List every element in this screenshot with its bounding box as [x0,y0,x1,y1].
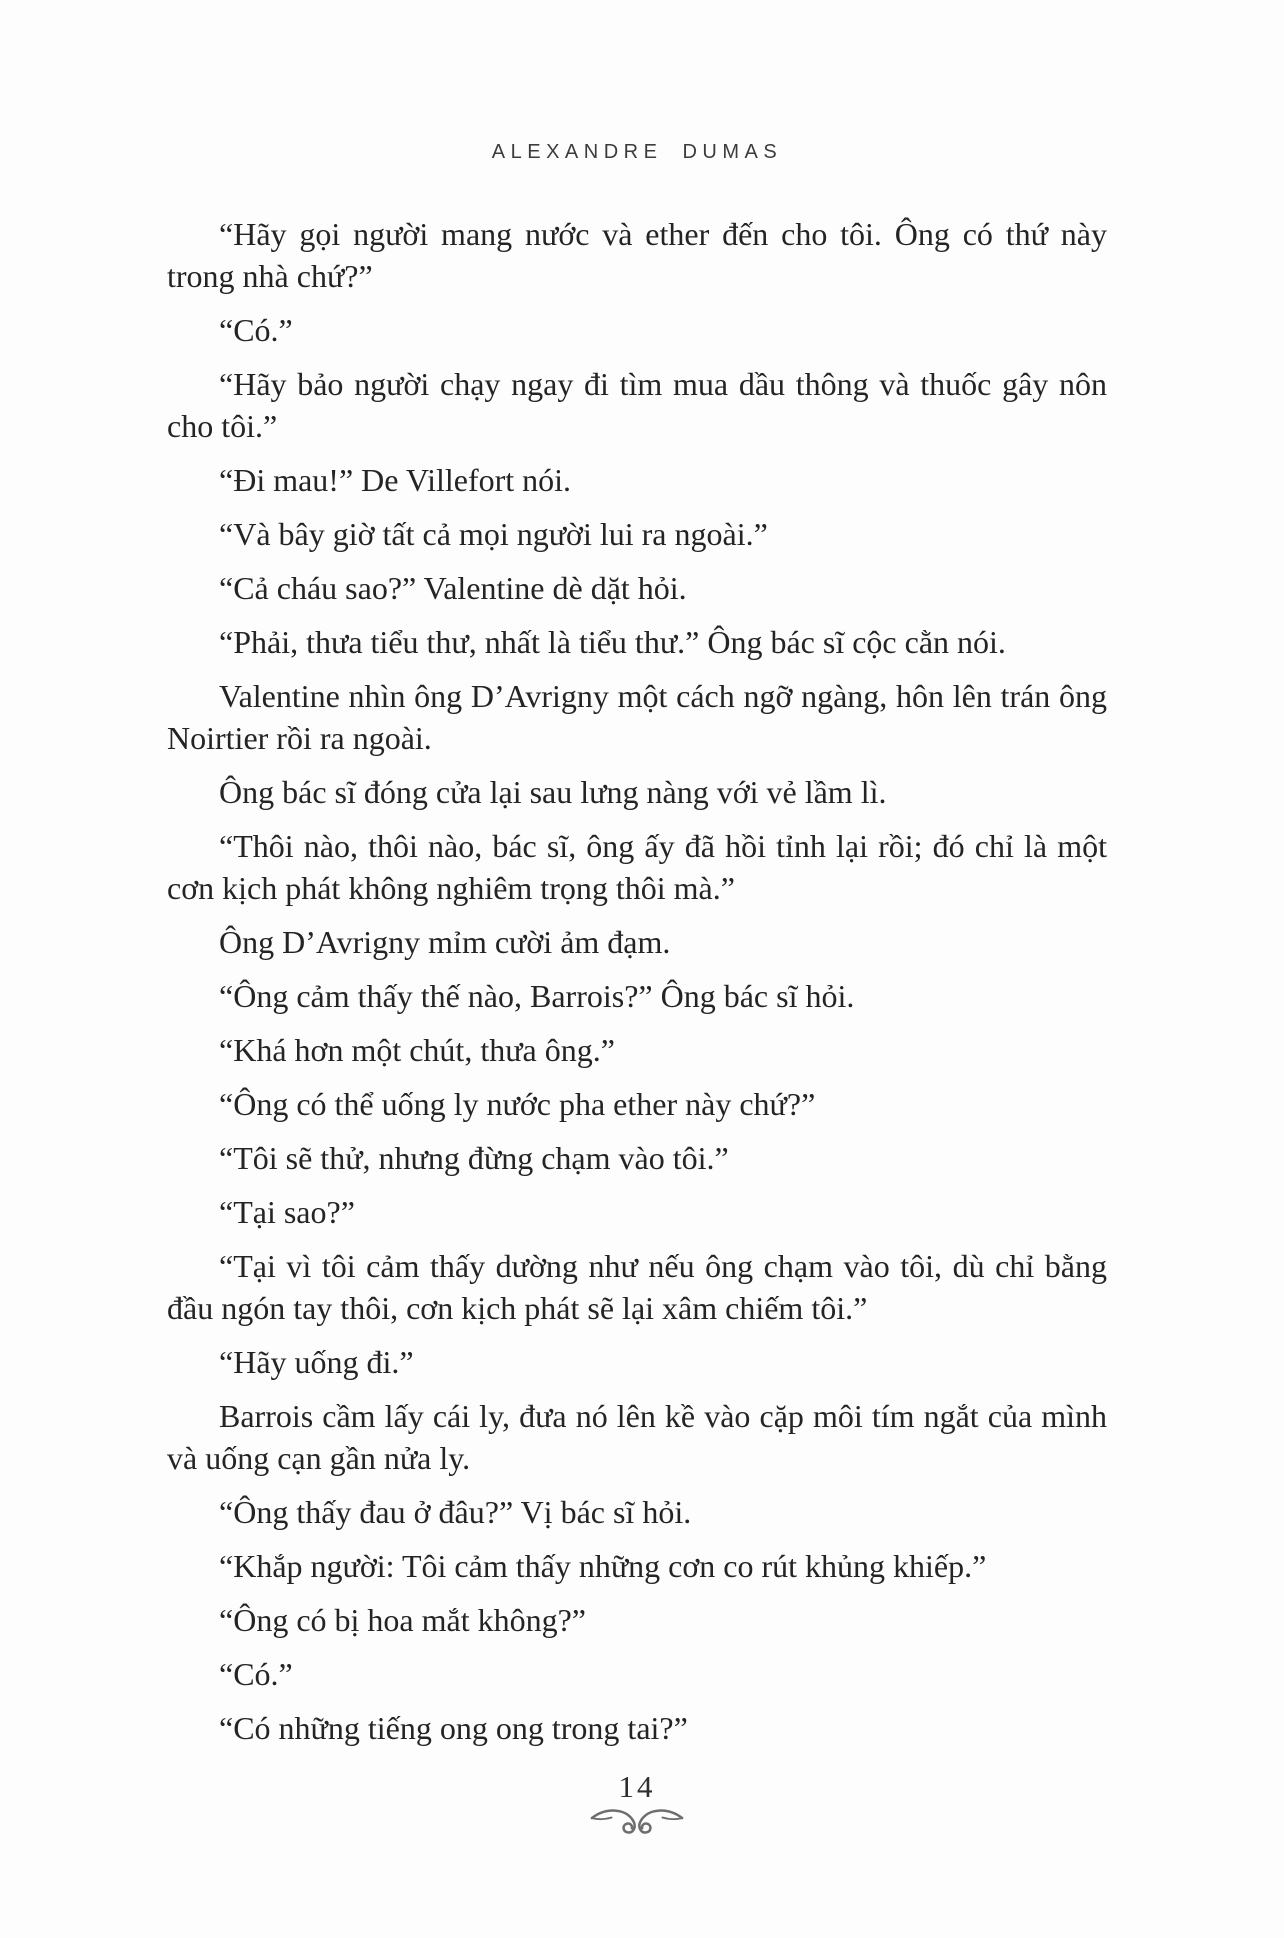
paragraph: “Có.” [219,312,293,348]
paragraph: Barrois cầm lấy cái ly, đưa nó lên kề vào cặp môi tím ngắt của mình và uống cạn gần nửa ly. [167,1398,1107,1476]
paragraph: “Có.” [219,1656,293,1692]
paragraph: “Hãy gọi người mang nước và ether đến cho tôi. Ông có thứ này trong nhà chứ?” [167,216,1107,294]
paragraph: “Đi mau!” De Villefort nói. [219,462,572,498]
paragraph: “Hãy bảo người chạy ngay đi tìm mua dầu thông và thuốc gây nôn cho tôi.” [167,366,1107,444]
page-footer [167,1770,1107,1837]
body-text [167,213,1107,1761]
paragraph: “Khá hơn một chút, thưa ông.” [219,1032,615,1068]
paragraph: Ông D’Avrigny mỉm cười ảm đạm. [219,924,671,960]
paragraph: “Ông có thể uống ly nước pha ether này chứ?” [219,1086,816,1122]
paragraph: “Hãy uống đi.” [219,1344,414,1380]
paragraph: “Tại vì tôi cảm thấy dường như nếu ông chạm vào tôi, dù chỉ bằng đầu ngón tay thôi, cơn kịch phát sẽ lại xâm chiếm tôi.” [167,1248,1107,1326]
page-number: 14 [618,1769,656,1804]
paragraph: “Ông thấy đau ở đâu?” Vị bác sĩ hỏi. [219,1494,692,1530]
paragraph: “Ông có bị hoa mắt không?” [219,1602,586,1638]
paragraph: “Tại sao?” [219,1194,355,1230]
paragraph: “Tôi sẽ thử, nhưng đừng chạm vào tôi.” [219,1140,729,1176]
paragraph: “Và bây giờ tất cả mọi người lui ra ngoài.” [219,516,768,552]
paragraph: “Thôi nào, thôi nào, bác sĩ, ông ấy đã hồi tỉnh lại rồi; đó chỉ là một cơn kịch phát không nghiêm trọng thôi mà.” [167,828,1107,906]
paragraph: “Cả cháu sao?” Valentine dè dặt hỏi. [219,570,687,606]
paragraph: “Phải, thưa tiểu thư, nhất là tiểu thư.” Ông bác sĩ cộc cằn nói. [219,624,1006,660]
paragraph: Ông bác sĩ đóng cửa lại sau lưng nàng với vẻ lầm lì. [219,774,887,810]
paragraph: Valentine nhìn ông D’Avrigny một cách ngỡ ngàng, hôn lên trán ông Noirtier rồi ra ngoài. [167,678,1107,756]
paragraph: “Ông cảm thấy thế nào, Barrois?” Ông bác sĩ hỏi. [219,978,855,1014]
paragraph: “Khắp người: Tôi cảm thấy những cơn co rút khủng khiếp.” [219,1548,987,1584]
scroll-flourish-icon [588,1805,686,1837]
paragraph: “Có những tiếng ong ong trong tai?” [219,1710,688,1746]
running-header-author: ALEXANDRE DUMAS [491,141,783,163]
